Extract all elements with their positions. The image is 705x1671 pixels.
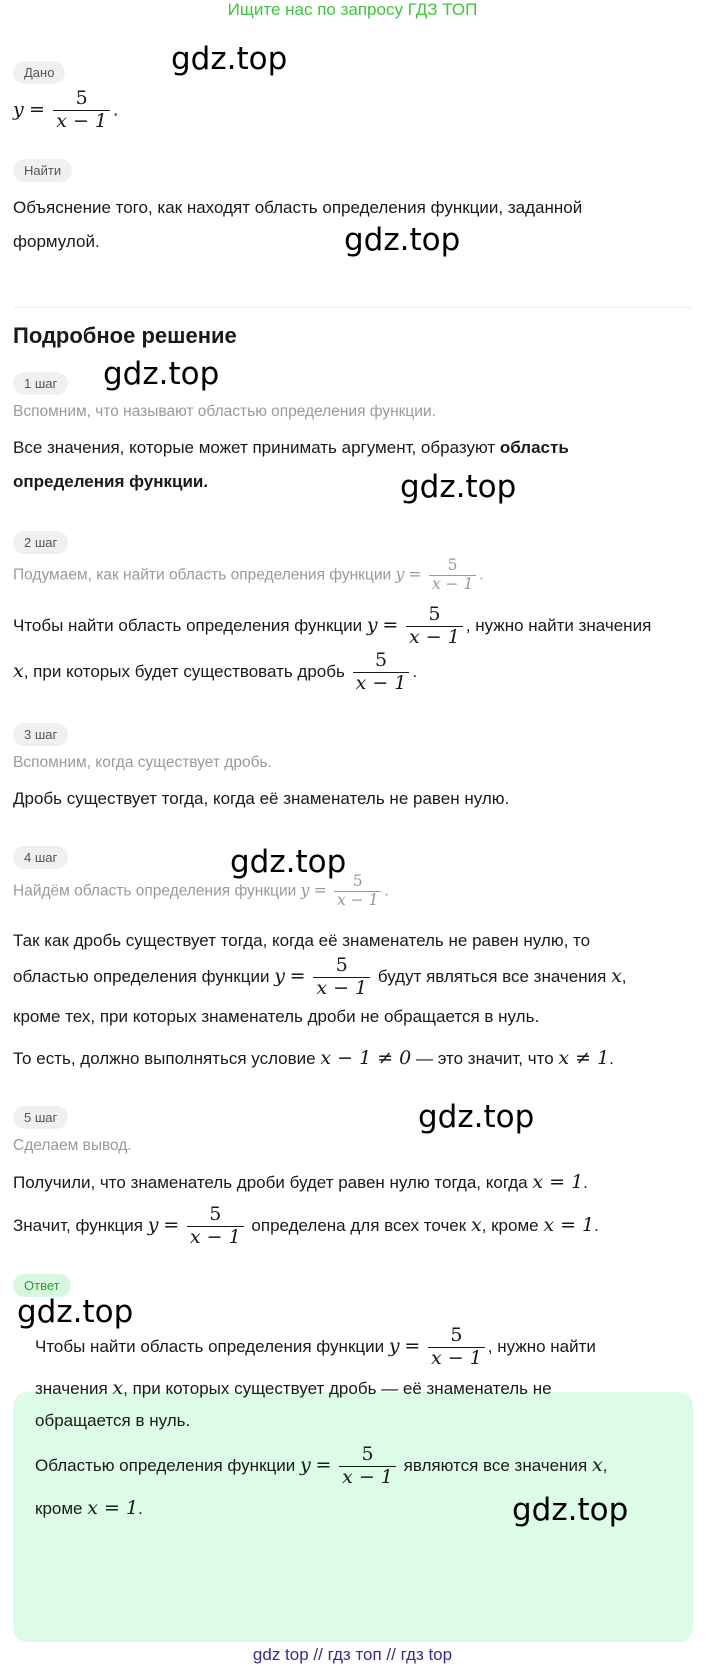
step2-line-1: Чтобы найти область определения функции y = $\frac{5}{x - 1}$ , нужно найти значения [13, 603, 652, 648]
step4-line-1: Так как дробь существует тогда, когда её знаменатель не равен нулю, то [13, 931, 591, 950]
step2-hint: Подумаем, как найти область определения функции y = $\frac{5}{x - 1}$ . [13, 556, 484, 593]
fraction: $\frac{5}{x - 1}$ [353, 650, 410, 695]
step4-line-2: областью определения функции y = $\frac{5}{x - 1}$ будут являться все значения x, [13, 954, 627, 999]
watermark: gdz.top [230, 844, 347, 880]
watermark: gdz.top [512, 1492, 629, 1528]
given-badge [13, 61, 65, 84]
step5-line-1: Получили, что знаменатель дроби будет равен нулю тогда, когда x = 1. [13, 1171, 588, 1193]
top-banner[interactable]: Ищите нас по запросу ГДЗ ТОП [227, 0, 478, 19]
fraction: $\frac{5}{x - 1}$ [334, 873, 381, 910]
fraction: $\frac{5}{x - 1}$ [313, 955, 370, 1000]
step4-badge: 4 шаг [13, 846, 68, 869]
math-op: = [29, 98, 45, 121]
fraction: $\frac{5}{x - 1}$ [429, 557, 476, 594]
answer-line-3: обращается в нуль. [35, 1411, 191, 1430]
math-var: y [13, 98, 24, 121]
step4-hint: Найдём область определения функции y = $\frac{5}{x - 1}$ . [13, 872, 389, 909]
watermark: gdz.top [400, 469, 517, 505]
step1-hint: Вспомним, что называют областью определения функции. [13, 403, 436, 420]
step1-badge: 1 шаг [13, 372, 68, 395]
step3-badge: 3 шаг [13, 723, 68, 746]
given-formula: y = $\frac{5}{x - 1}$ . [13, 87, 119, 132]
watermark: gdz.top [17, 1294, 134, 1330]
answer-line-5: кроме x = 1. [35, 1497, 143, 1519]
step4-line-4: То есть, должно выполняться условие x − 1 ≠ 0 — это значит, что x ≠ 1. [13, 1047, 614, 1069]
step5-badge: 5 шаг [13, 1106, 68, 1129]
answer-line-1: Чтобы найти область определения функции y = $\frac{5}{x - 1}$ , нужно найти [35, 1324, 596, 1369]
fraction: $\frac{5}{x - 1}$ [187, 1204, 244, 1249]
divider [13, 307, 693, 308]
step5-hint: Сделаем вывод. [13, 1137, 132, 1154]
fraction: $\frac{5}{x - 1}$ [53, 88, 110, 133]
watermark: gdz.top [418, 1099, 535, 1135]
step1-line-2: определения функции. [13, 472, 209, 491]
step3-hint: Вспомним, когда существует дробь. [13, 754, 272, 771]
step5-line-2: Значит, функция y = $\frac{5}{x - 1}$ определена для всех точек x, кроме x = 1. [13, 1203, 599, 1248]
solution-title: Подробное решение [13, 323, 237, 348]
step4-line-3: кроме тех, при которых знаменатель дроби не обращается в нуль. [13, 1007, 540, 1026]
find-label: Найти [13, 159, 72, 182]
step3-line: Дробь существует тогда, когда её знаменатель не равен нулю. [13, 789, 510, 808]
fraction: $\frac{5}{x - 1}$ [428, 1325, 485, 1370]
answer-line-4: Областью определения функции y = $\frac{5}{x - 1}$ являются все значения x, [35, 1443, 608, 1488]
watermark: gdz.top [103, 356, 220, 392]
watermark: gdz.top [344, 222, 461, 258]
answer-line-2: значения x, при которых существует дробь — её знаменатель не [35, 1377, 552, 1399]
fraction: $\frac{5}{x - 1}$ [406, 604, 463, 649]
find-line-2: формулой. [13, 232, 100, 251]
fraction: $\frac{5}{x - 1}$ [339, 1444, 396, 1489]
find-badge [13, 159, 72, 182]
given-label: Дано [13, 61, 65, 84]
watermark: gdz.top [171, 41, 288, 77]
answer-badge: Ответ [13, 1274, 71, 1297]
step2-badge: 2 шаг [13, 531, 68, 554]
step1-line-1: Все значения, которые может принимать аргумент, образуют область [13, 438, 569, 457]
find-line-1: Объяснение того, как находят область определения функции, заданной [13, 198, 583, 217]
step2-line-2: x, при которых будет существовать дробь $\frac{5}{x - 1}$ . [13, 649, 418, 694]
footer-links[interactable]: gdz top // гдз топ // гдз top [252, 1645, 453, 1664]
